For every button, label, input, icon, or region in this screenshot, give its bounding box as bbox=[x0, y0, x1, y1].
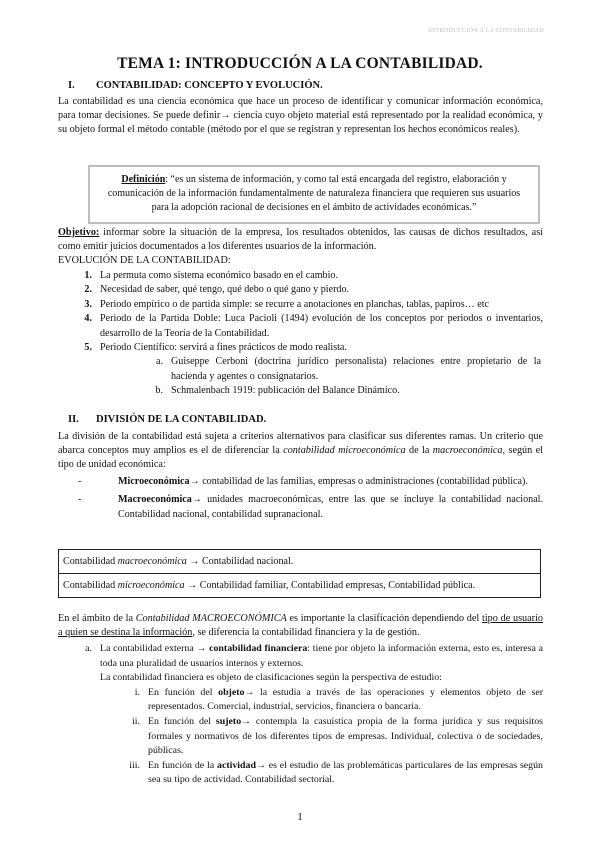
list-item: a. La contabilidad externa → contabilidad financiera: tiene por objeto la información externa, esto es, interesa a toda una pluralidad de usuarios internos y externos. bbox=[85, 643, 543, 669]
list-item: 4. Periodo de la Partida Doble: Luca Pacioli (1494) evolución de los conceptos por periodos o inventarios, desarrollo de la Teoría de la Contabilidad. bbox=[84, 313, 543, 339]
section-heading-1 bbox=[58, 80, 323, 91]
list-item: 1. La permuta como sistema económico basado en el cambio. bbox=[84, 270, 338, 281]
list-subitem: i. En función del objeto→ la estudia a través de las operaciones y elementos objeto de ser representados. Comercial, industrial, servicios, financiera o bancaria. bbox=[134, 686, 543, 713]
evolution-list bbox=[58, 269, 543, 399]
section-number: I. bbox=[68, 80, 75, 91]
page-title: TEMA 1: INTRODUCCIÓN A LA CONTABILIDAD. bbox=[117, 55, 483, 72]
page-number: 1 bbox=[297, 811, 303, 823]
definition-box bbox=[88, 165, 540, 224]
objective-paragraph bbox=[58, 226, 543, 254]
objective-text: informar sobre la situación de la empresa, los resultados obtenidos, las causas de dichos resultados, así como emitir juicios documentados a los diferentes usuarios de la información. bbox=[58, 227, 543, 253]
financial-accounting-list bbox=[58, 642, 543, 788]
definition-label: Definición bbox=[121, 174, 166, 185]
intro-paragraph: La contabilidad es una ciencia económica que hace un proceso de identificar y comunicar información económica, para tomar decisiones. Se puede definir→ ciencia cuyo objeto material está representado por la realidad económica, y su objeto formal el método contable (método por el que se registran y representan los hechos económicos reales). bbox=[58, 96, 543, 136]
objective-label: Objetivo: bbox=[58, 227, 100, 238]
evolution-heading: EVOLUCIÓN DE LA CONTABILIDAD: bbox=[58, 255, 231, 266]
macro-paragraph: En el ámbito de la Contabilidad MACROECONÓMICA es importante la clasificación dependiendo del tipo de usuario a quien se destina la información, se diferencia la contabilidad financiera y la de gestión. bbox=[58, 613, 543, 639]
economic-type-list bbox=[58, 475, 543, 522]
list-item: 2. Necesidad de saber, qué tengo, qué debo o qué gano y pierdo. bbox=[84, 284, 350, 296]
list-subitem: b. Schmalenbach 1919: publicación del Balance Dinámico. bbox=[155, 385, 400, 397]
section-heading-2 bbox=[58, 414, 266, 425]
division-paragraph: La división de la contabilidad está sujeta a criterios alternativos para clasificar sus diferentes ramas. Un criterio que abarca conceptos muy amplios es el de diferenciar la contabilidad microeconómica de la macroeconómica, según el tipo de unidad económica: bbox=[58, 431, 543, 471]
definition-text: : “es un sistema de información, y como tal está encargada del registro, elaboración y comunicación de la información fundamentalmente de naturaleza financiera que requieren sus usuarios para la adopción racional de decisiones en el ámbito de actividades económicas.” bbox=[107, 174, 521, 213]
classification-table bbox=[58, 549, 541, 598]
section-title: DIVISIÓN DE LA CONTABILIDAD. bbox=[96, 414, 267, 425]
list-subitem: iii. En función de la actividad→ es el estudio de las problemáticas particulares de las empresas según sea su tipo de actividad. Contabilidad sectorial. bbox=[129, 759, 543, 786]
table-row: Contabilidad microeconómica → Contabilidad familiar, Contabilidad empresas, Contabilidad pública. bbox=[59, 574, 541, 598]
list-item: La contabilidad financiera es objeto de clasificaciones según la perspectiva de estudio: bbox=[100, 672, 442, 684]
list-subitem: ii. En función del sujeto→ contempla la casuística propia de la forma jurídica y sus requisitos formales y normativos de los diferentes tipos de empresas. Individual, colectiva o de sociedades, públicas. bbox=[132, 715, 543, 757]
list-item: - Microeconómica→ contabilidad de las familias, empresas o administraciones (contabilidad pública). bbox=[78, 476, 528, 487]
table-row: Contabilidad macroeconómica → Contabilidad nacional. bbox=[59, 550, 541, 574]
list-item: 3. Periodo empírico o de partida simple: se recurre a anotaciones en planchas, tablas, papiros… etc bbox=[84, 298, 490, 310]
section-number: II. bbox=[68, 414, 79, 425]
list-subitem: a. Guiseppe Cerboni (doctrina jurídico personalista) relaciones entre propietario de la hacienda y agentes o consignatarios. bbox=[155, 356, 541, 382]
section-title: CONTABILIDAD: CONCEPTO Y EVOLUCIÓN. bbox=[96, 80, 323, 91]
list-item: 5. Periodo Científico: servirá a fines prácticos de modo realista. bbox=[84, 342, 347, 354]
running-header: INTRODUCCIÓN A LA CONTABILIDAD bbox=[428, 28, 544, 34]
list-item: - Macroeconómica→ unidades macroeconómicas, entre las que se incluye la contabilidad nacional. Contabilidad nacional, contabilidad supranacional. bbox=[78, 494, 543, 520]
